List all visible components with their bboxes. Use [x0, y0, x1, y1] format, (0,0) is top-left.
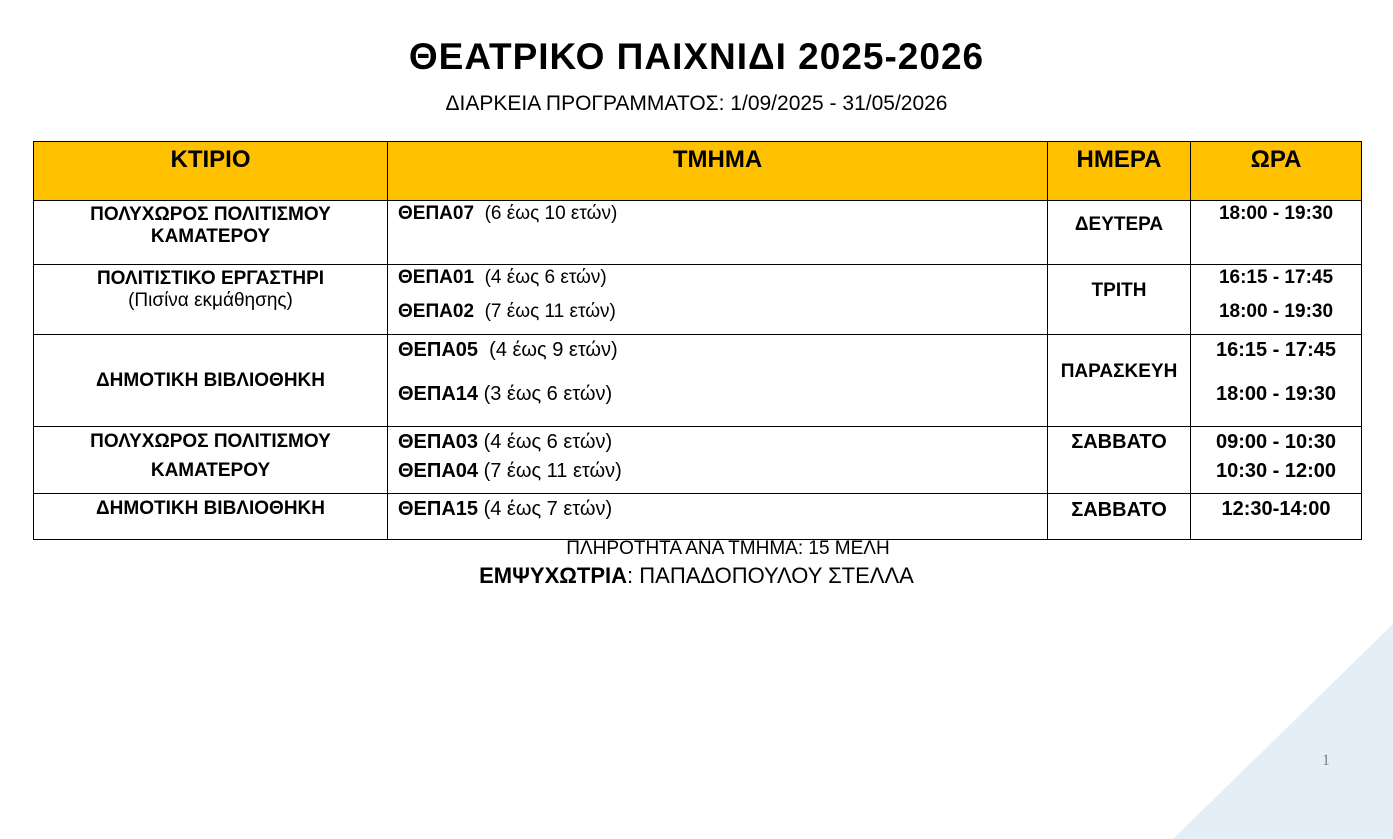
day-cell: ΤΡΙΤΗ [1048, 265, 1191, 335]
group-ages: (7 έως 11 ετών) [483, 460, 622, 482]
group-ages: (4 έως 9 ετών) [489, 339, 618, 361]
group-code: ΘΕΠΑ01 [398, 267, 475, 288]
group-ages: (4 έως 7 ετών) [483, 498, 613, 520]
group-code: ΘΕΠΑ03 [398, 431, 479, 453]
schedule-table [33, 141, 1362, 540]
day-cell: ΣΑΒΒΑΤΟ [1048, 427, 1191, 494]
time-cell [1191, 494, 1362, 540]
building-name: ΔΗΜΟΤΙΚΗ ΒΙΒΛΙΟΘΗΚΗ [96, 498, 325, 519]
day-cell: ΣΑΒΒΑΤΟ [1048, 494, 1191, 540]
time-slot: 16:15 - 17:45 [1215, 339, 1337, 361]
building-name: ΚΑΜΑΤΕΡΟΥ [150, 460, 271, 481]
time-slot: 10:30 - 12:00 [1215, 460, 1337, 482]
time-cell [1191, 265, 1362, 335]
day-cell: ΔΕΥΤΕΡΑ [1048, 201, 1191, 265]
time-slot: 18:00 - 19:30 [1218, 203, 1334, 224]
time-cell [1191, 201, 1362, 265]
group-code: ΘΕΠΑ07 [398, 203, 475, 224]
table-row [34, 494, 1362, 540]
group-ages: (3 έως 6 ετών) [483, 383, 613, 405]
building-cell [34, 201, 388, 265]
time-slot: 18:00 - 19:30 [1218, 301, 1334, 322]
time-slot: 16:15 - 17:45 [1218, 267, 1334, 288]
group-cell [388, 427, 1048, 494]
building-name: ΚΑΜΑΤΕΡΟΥ [150, 226, 271, 247]
building-name: ΠΟΛΥΧΩΡΟΣ ΠΟΛΙΤΙΣΜΟΥ [90, 204, 331, 225]
building-name: ΠΟΛΥΧΩΡΟΣ ΠΟΛΙΤΙΣΜΟΥ [90, 431, 331, 452]
group-ages: (4 έως 6 ετών) [483, 431, 613, 453]
group-cell [388, 335, 1048, 427]
time-cell [1191, 427, 1362, 494]
header-building: ΚΤΙΡΙΟ [34, 142, 388, 201]
table-row [34, 201, 1362, 265]
time-slot: 09:00 - 10:30 [1215, 431, 1337, 453]
group-cell [388, 494, 1048, 540]
instructor-label: ΕΜΨΥΧΩΤΡΙΑ [479, 563, 628, 588]
group-code: ΘΕΠΑ14 [398, 383, 479, 405]
header-day: ΗΜΕΡΑ [1048, 142, 1191, 201]
building-name: ΠΟΛΙΤΙΣΤΙΚΟ ΕΡΓΑΣΤΗΡΙ [96, 268, 325, 289]
program-duration: ΔΙΑΡΚΕΙΑ ΠΡΟΓΡΑΜΜΑΤΟΣ: 1/09/2025 - 31/05/2026 [445, 92, 948, 115]
group-code: ΘΕΠΑ15 [398, 498, 479, 520]
group-ages: (7 έως 11 ετών) [484, 301, 616, 322]
group-code: ΘΕΠΑ02 [398, 301, 475, 322]
group-ages: (6 έως 10 ετών) [484, 203, 618, 224]
table-row [34, 427, 1362, 494]
time-slot: 12:30-14:00 [1221, 498, 1331, 520]
building-cell [34, 335, 388, 427]
table-row [34, 265, 1362, 335]
capacity-note: ΠΛΗΡΟΤΗΤΑ ΑΝΑ ΤΜΗΜΑ: 15 ΜΕΛΗ [566, 538, 890, 559]
building-note: (Πισίνα εκμάθησης) [128, 290, 293, 311]
header-time: ΩΡΑ [1191, 142, 1362, 201]
group-cell [388, 265, 1048, 335]
building-cell [34, 427, 388, 494]
building-cell [34, 265, 388, 335]
group-code: ΘΕΠΑ04 [398, 460, 479, 482]
group-ages: (4 έως 6 ετών) [484, 267, 607, 288]
table-row [34, 335, 1362, 427]
building-name: ΔΗΜΟΤΙΚΗ ΒΙΒΛΙΟΘΗΚΗ [96, 369, 325, 391]
group-cell [388, 201, 1048, 265]
table-header-row [34, 142, 1362, 201]
day-cell: ΠΑΡΑΣΚΕΥΗ [1048, 335, 1191, 427]
time-slot: 18:00 - 19:30 [1215, 383, 1337, 405]
corner-decoration [1173, 624, 1393, 839]
page-number: 1 [1322, 752, 1330, 769]
page-title: ΘΕΑΤΡΙΚΟ ΠΑΙΧΝΙΔΙ 2025-2026 [408, 36, 985, 77]
group-code: ΘΕΠΑ05 [398, 339, 479, 361]
time-cell [1191, 335, 1362, 427]
instructor-line [0, 563, 1393, 589]
header-group: ΤΜΗΜΑ [388, 142, 1048, 201]
instructor-name: : ΠΑΠΑΔΟΠΟΥΛΟΥ ΣΤΕΛΛΑ [627, 563, 914, 588]
building-cell [34, 494, 388, 540]
